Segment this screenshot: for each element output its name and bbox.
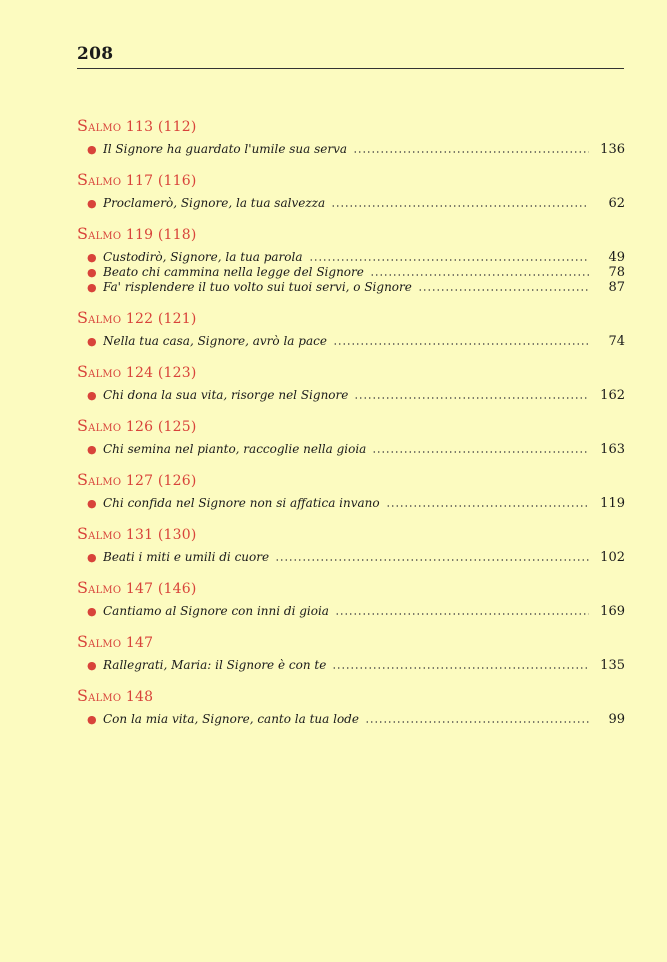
bullet-icon: ● (87, 389, 97, 402)
index-entry (77, 250, 625, 265)
index-entry (77, 196, 625, 211)
entry-page: 169 (600, 604, 625, 619)
entry-title: Custodirò, Signore, la tua parola (103, 250, 303, 264)
bullet-icon: ● (87, 443, 97, 456)
entry-title: Nella tua casa, Signore, avrò la pace (103, 334, 327, 348)
bullet-icon: ● (87, 266, 97, 279)
section-title (77, 308, 625, 329)
section-title-initial: S (77, 686, 89, 705)
bullet-icon: ● (87, 281, 97, 294)
section-title-initial: S (77, 116, 89, 135)
section-title-initial: S (77, 308, 89, 327)
entry-page: 136 (600, 142, 625, 157)
dot-leader (331, 204, 589, 208)
bullet-icon: ● (87, 497, 97, 510)
entry-page: 87 (608, 280, 625, 295)
section-title-initial: S (77, 524, 89, 543)
entry-page: 78 (608, 265, 625, 280)
bullet-icon: ● (87, 197, 97, 210)
psalm-section (77, 686, 625, 727)
section-title-rest: almo 127 (126) (88, 473, 197, 489)
section-title (77, 578, 625, 599)
entry-page: 49 (608, 250, 625, 265)
psalm-index (77, 116, 625, 740)
dot-leader (372, 450, 589, 454)
entry-title: Chi confida nel Signore non si affatica invano (103, 496, 380, 510)
psalm-section (77, 578, 625, 619)
index-entry (77, 442, 625, 457)
section-title-initial: S (77, 170, 89, 189)
section-title-initial: S (77, 470, 89, 489)
section-title (77, 362, 625, 383)
psalm-section (77, 470, 625, 511)
index-entry (77, 280, 625, 295)
psalm-section (77, 116, 625, 157)
index-entry (77, 658, 625, 673)
section-title-rest: almo 148 (88, 689, 154, 705)
bullet-icon: ● (87, 335, 97, 348)
dot-leader (354, 396, 589, 400)
index-entry (77, 550, 625, 565)
entry-title: Beato chi cammina nella legge del Signore (103, 265, 364, 279)
dot-leader (365, 720, 589, 724)
section-title-initial: S (77, 362, 89, 381)
section-title-rest: almo 147 (88, 635, 154, 651)
psalm-section (77, 362, 625, 403)
index-entry (77, 496, 625, 511)
entry-title: Con la mia vita, Signore, canto la tua lode (103, 712, 359, 726)
bullet-icon: ● (87, 251, 97, 264)
psalm-section (77, 308, 625, 349)
dot-leader (418, 288, 589, 292)
section-title (77, 632, 625, 653)
section-title (77, 686, 625, 707)
section-title-rest: almo 147 (146) (88, 581, 197, 597)
entry-title: Rallegrati, Maria: il Signore è con te (103, 658, 327, 672)
entry-page: 162 (600, 388, 625, 403)
entry-title: Il Signore ha guardato l'umile sua serva (103, 142, 348, 156)
section-title-initial: S (77, 578, 89, 597)
dot-leader (333, 342, 589, 346)
psalm-section (77, 170, 625, 211)
section-title-rest: almo 131 (130) (88, 527, 197, 543)
psalm-section (77, 524, 625, 565)
page-number: 208 (77, 44, 114, 64)
header-rule (77, 68, 624, 69)
section-title-initial: S (77, 224, 89, 243)
index-entry (77, 334, 625, 349)
section-title-initial: S (77, 416, 89, 435)
entry-page: 135 (600, 658, 625, 673)
section-title (77, 416, 625, 437)
entry-title: Cantiamo al Signore con inni di gioia (103, 604, 329, 618)
entry-title: Chi dona la sua vita, risorge nel Signore (103, 388, 349, 402)
dot-leader (335, 612, 589, 616)
dot-leader (386, 504, 589, 508)
bullet-icon: ● (87, 551, 97, 564)
entry-title: Chi semina nel pianto, raccoglie nella gioia (103, 442, 367, 456)
dot-leader (370, 273, 589, 277)
section-title (77, 224, 625, 245)
section-title-rest: almo 126 (125) (88, 419, 197, 435)
psalm-section (77, 416, 625, 457)
bullet-icon: ● (87, 605, 97, 618)
entry-page: 102 (600, 550, 625, 565)
index-entry (77, 142, 625, 157)
dot-leader (309, 258, 590, 262)
entry-page: 99 (608, 712, 625, 727)
entry-page: 74 (608, 334, 625, 349)
index-entry (77, 712, 625, 727)
psalm-section (77, 632, 625, 673)
entry-title: Proclamerò, Signore, la tua salvezza (103, 196, 326, 210)
section-title (77, 170, 625, 191)
entry-page: 62 (608, 196, 625, 211)
section-title-rest: almo 122 (121) (88, 311, 197, 327)
section-title-rest: almo 113 (112) (88, 119, 197, 135)
entry-page: 119 (600, 496, 625, 511)
section-title-rest: almo 119 (118) (88, 227, 197, 243)
index-entry (77, 265, 625, 280)
psalm-section (77, 224, 625, 295)
section-title-rest: almo 124 (123) (88, 365, 197, 381)
dot-leader (275, 558, 589, 562)
entry-page: 163 (600, 442, 625, 457)
bullet-icon: ● (87, 713, 97, 726)
dot-leader (353, 150, 589, 154)
section-title (77, 524, 625, 545)
entry-title: Beati i miti e umili di cuore (103, 550, 270, 564)
index-entry (77, 604, 625, 619)
bullet-icon: ● (87, 143, 97, 156)
section-title-initial: S (77, 632, 89, 651)
bullet-icon: ● (87, 659, 97, 672)
dot-leader (332, 666, 589, 670)
section-title (77, 470, 625, 491)
section-title (77, 116, 625, 137)
entry-title: Fa' risplendere il tuo volto sui tuoi servi, o Signore (103, 280, 412, 294)
index-entry (77, 388, 625, 403)
section-title-rest: almo 117 (116) (88, 173, 197, 189)
